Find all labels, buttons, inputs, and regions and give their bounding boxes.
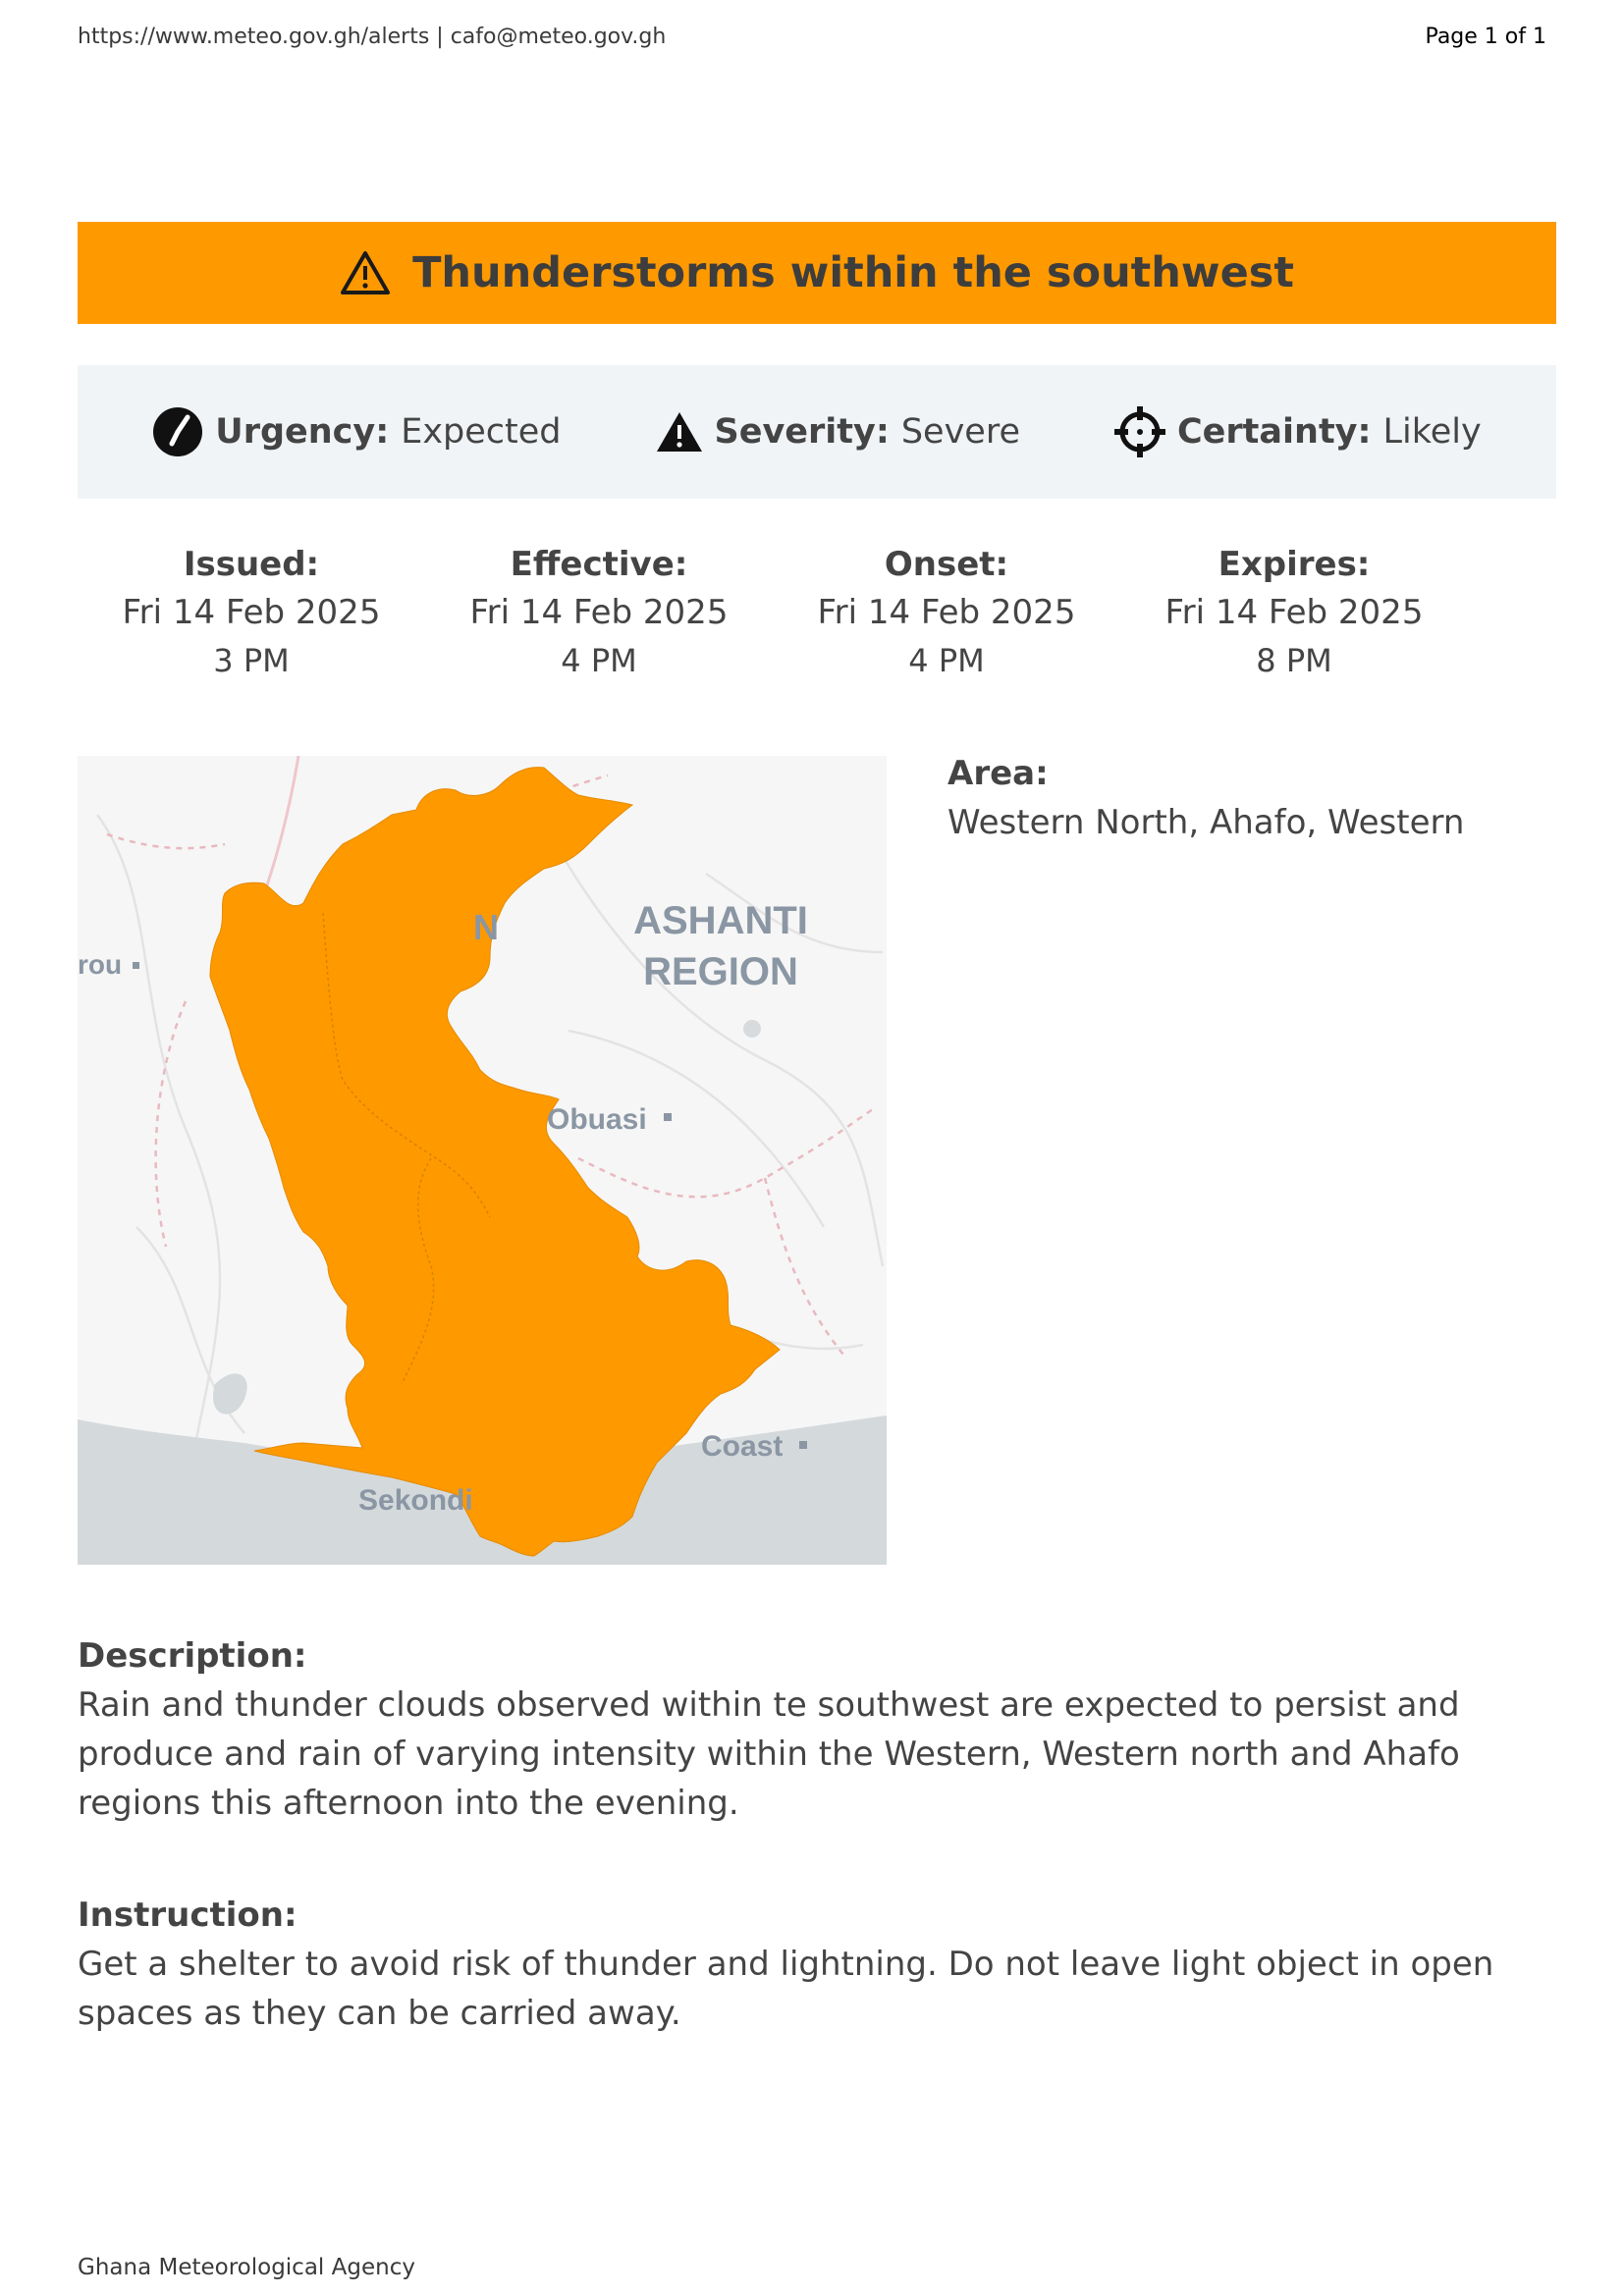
map-image <box>78 756 887 1565</box>
issued-time: 3 PM <box>213 642 290 679</box>
severity-item <box>656 411 1020 453</box>
description-label: Description: <box>78 1636 307 1676</box>
alert-meta <box>78 365 1556 499</box>
urgency-value: Expected <box>401 412 562 452</box>
severity-value: Severe <box>900 412 1020 452</box>
effective-block <box>425 541 773 685</box>
instruction-line: spaces as they can be carried away. <box>78 1994 681 2033</box>
description-line: produce and rain of varying intensity within the Western, Western north and Ahafo <box>78 1735 1460 1774</box>
map-label-n: N <box>473 907 499 947</box>
warning-icon <box>656 411 703 453</box>
effective-date: Fri 14 Feb 2025 <box>469 593 729 632</box>
map-label-rou: rou <box>78 949 123 980</box>
expires-label: Expires: <box>1218 545 1371 584</box>
onset-time: 4 PM <box>908 642 985 679</box>
page-indicator: Page 1 of 1 <box>1425 25 1546 49</box>
alert-area-map <box>78 756 887 1565</box>
alert-banner <box>78 222 1556 324</box>
instruction-section <box>78 1891 1556 2038</box>
area-label: Area: <box>947 754 1049 793</box>
map-label-coast: Coast <box>701 1430 784 1463</box>
certainty-item <box>1114 406 1482 457</box>
map-label-region-1: ASHANTI <box>633 899 808 942</box>
description-section <box>78 1631 1556 1828</box>
onset-block <box>773 541 1120 685</box>
issued-block <box>78 541 425 685</box>
alert-dates <box>78 541 1556 685</box>
alert-title: Thunderstorms within the southwest <box>412 248 1294 297</box>
instruction-label: Instruction: <box>78 1896 298 1935</box>
area-value: Western North, Ahafo, Western <box>947 803 1465 842</box>
area-section <box>947 749 1556 847</box>
effective-time: 4 PM <box>561 642 637 679</box>
certainty-value: Likely <box>1382 412 1482 452</box>
instruction-line: Get a shelter to avoid risk of thunder and lightning. Do not leave light object in open <box>78 1945 1494 1984</box>
expires-block <box>1120 541 1468 685</box>
header-url: https://www.meteo.gov.gh/alerts | cafo@meteo.gov.gh <box>78 25 667 49</box>
description-line: regions this afternoon into the evening. <box>78 1784 739 1823</box>
warning-triangle-icon <box>340 250 391 295</box>
onset-label: Onset: <box>884 545 1009 584</box>
urgency-item <box>152 406 561 457</box>
map-label-obuasi: Obuasi <box>547 1103 647 1136</box>
description-line: Rain and thunder clouds observed within te southwest are expected to persist and <box>78 1685 1460 1725</box>
effective-label: Effective: <box>510 545 688 584</box>
certainty-label: Certainty: <box>1177 412 1372 452</box>
expires-time: 8 PM <box>1256 642 1332 679</box>
footer-agency: Ghana Meteorological Agency <box>78 2255 415 2280</box>
urgency-label: Urgency: <box>215 412 390 452</box>
severity-label: Severity: <box>714 412 890 452</box>
onset-date: Fri 14 Feb 2025 <box>817 593 1076 632</box>
crosshair-icon <box>1114 406 1165 457</box>
expires-date: Fri 14 Feb 2025 <box>1164 593 1424 632</box>
issued-date: Fri 14 Feb 2025 <box>122 593 381 632</box>
clock-icon <box>152 406 203 457</box>
issued-label: Issued: <box>183 545 320 584</box>
map-label-region-2: REGION <box>643 950 798 993</box>
map-label-sekondi: Sekondi <box>358 1484 473 1517</box>
